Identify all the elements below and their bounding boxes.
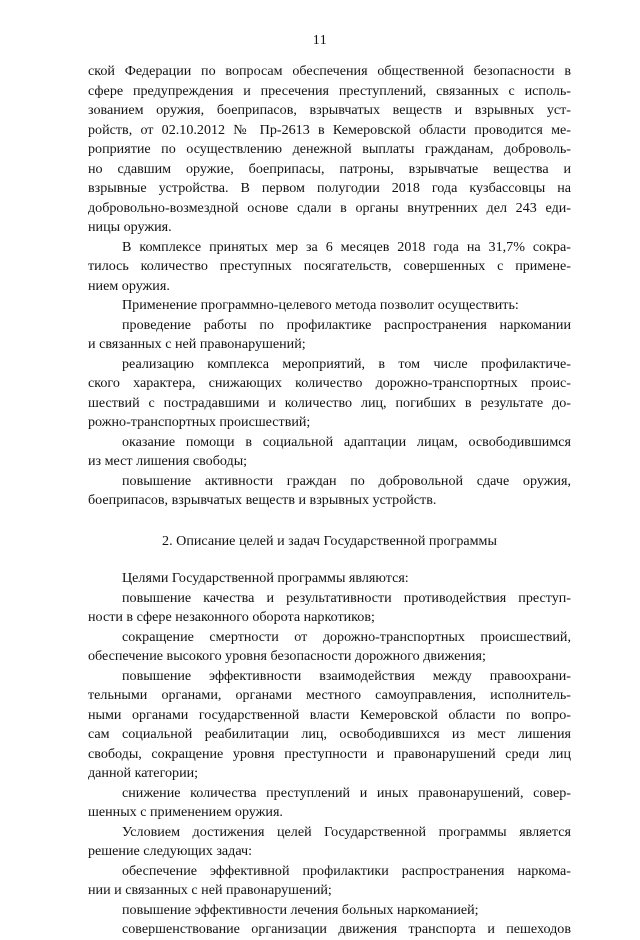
text-line: Применение программно-целевого метода позволит осуществить: (122, 297, 519, 313)
text-line: сфере предупреждения и пресечения преступлений, связанных с исполь- (88, 82, 571, 99)
text-line: данной категории; (88, 765, 199, 781)
text-line: ными органами государственной власти Кемеровской области по вопро- (88, 706, 571, 723)
text-line: тельными органами, органами местного самоуправления, исполнитель- (88, 687, 571, 703)
text-line: решение следующих задач: (88, 843, 253, 859)
text-line: повышение эффективности лечения больных наркоманией; (122, 901, 479, 918)
text-line: обеспечение высокого уровня безопасности дорожного движения; (88, 648, 486, 664)
text-line: шенных с применением оружия. (88, 804, 283, 820)
page-number: 11 (312, 33, 328, 48)
text-line: ницы оружия. (88, 219, 172, 235)
text-line: и связанных с ней правонарушений; (88, 336, 306, 352)
text-line: совершенствование организации движения транспорта и пешеходов (122, 921, 571, 937)
text-line: сокращение смертности от дорожно-транспортных происшествий, (122, 628, 571, 645)
text-line: снижение количества преступлений и иных правонарушений, совер- (122, 784, 571, 801)
paragraph-block-1 (88, 62, 571, 511)
text-line: ского характера, снижающих количество дорожно-транспортных проис- (88, 375, 571, 391)
text-line: тилось количество преступных посягательств, совершенных с примене- (88, 258, 571, 274)
text-line: повышение активности граждан по добровольной сдаче оружия, (122, 472, 571, 489)
text-line: Условием достижения целей Государственной программы является (122, 823, 571, 840)
text-line: из мест лишения свободы; (88, 453, 248, 469)
text-line: повышение качества и результативности противодействия преступ- (122, 589, 571, 606)
text-line: реализацию комплекса мероприятий, в том числе профилактиче- (122, 355, 571, 372)
text-line: роприятие по осуществлению денежной выплаты гражданам, доброволь- (88, 141, 571, 157)
text-line: проведение работы по профилактике распространения наркомании (122, 316, 571, 333)
paragraph-block-2 (88, 569, 571, 940)
text-line: ности в сфере незаконного оборота наркотиков; (88, 609, 375, 625)
text-line: взрывные устройства. В первом полугодии 2018 года кузбассовцы на (88, 180, 571, 196)
text-line: боеприпасов, взрывчатых веществ и взрывных устройств. (88, 492, 437, 508)
document-body (88, 62, 571, 940)
text-line: В комплексе принятых мер за 6 месяцев 2018 года на 31,7% сокра- (122, 238, 571, 255)
text-line: обеспечение эффективной профилактики распространения наркома- (122, 862, 571, 879)
text-line: свободы, сокращение уровня преступности и правонарушений среди лиц (88, 745, 571, 762)
text-line: но сдавшим оружие, боеприпасы, патроны, взрывчатые вещества и (88, 160, 571, 177)
text-line: оказание помощи в социальной адаптации лицам, освободившимся (122, 433, 571, 450)
text-line: добровольно-возмездной основе сдали в органы внутренних дел 243 еди- (88, 199, 571, 216)
text-line: ройств, от 02.10.2012 № Пр-2613 в Кемеровской области проводится ме- (88, 121, 571, 138)
text-line: шествий с пострадавшими и количество лиц, погибших в результате до- (88, 394, 571, 411)
text-line: сам социальной реабилитации лиц, освободившихся из мест лишения (88, 726, 571, 742)
section-heading: 2. Описание целей и задач Государственной программы (162, 532, 497, 549)
text-line: рожно-транспортных происшествий; (88, 414, 311, 430)
text-line: зованием оружия, боеприпасов, взрывчатых веществ и взрывных уст- (88, 102, 571, 118)
text-line: повышение эффективности взаимодействия между правоохрани- (122, 667, 571, 684)
text-line: нием оружия. (88, 277, 170, 294)
text-line: Целями Государственной программы являются: (122, 570, 409, 586)
text-line: нии и связанных с ней правонарушений; (88, 882, 332, 898)
text-line: ской Федерации по вопросам обеспечения общественной безопасности в (88, 63, 571, 79)
